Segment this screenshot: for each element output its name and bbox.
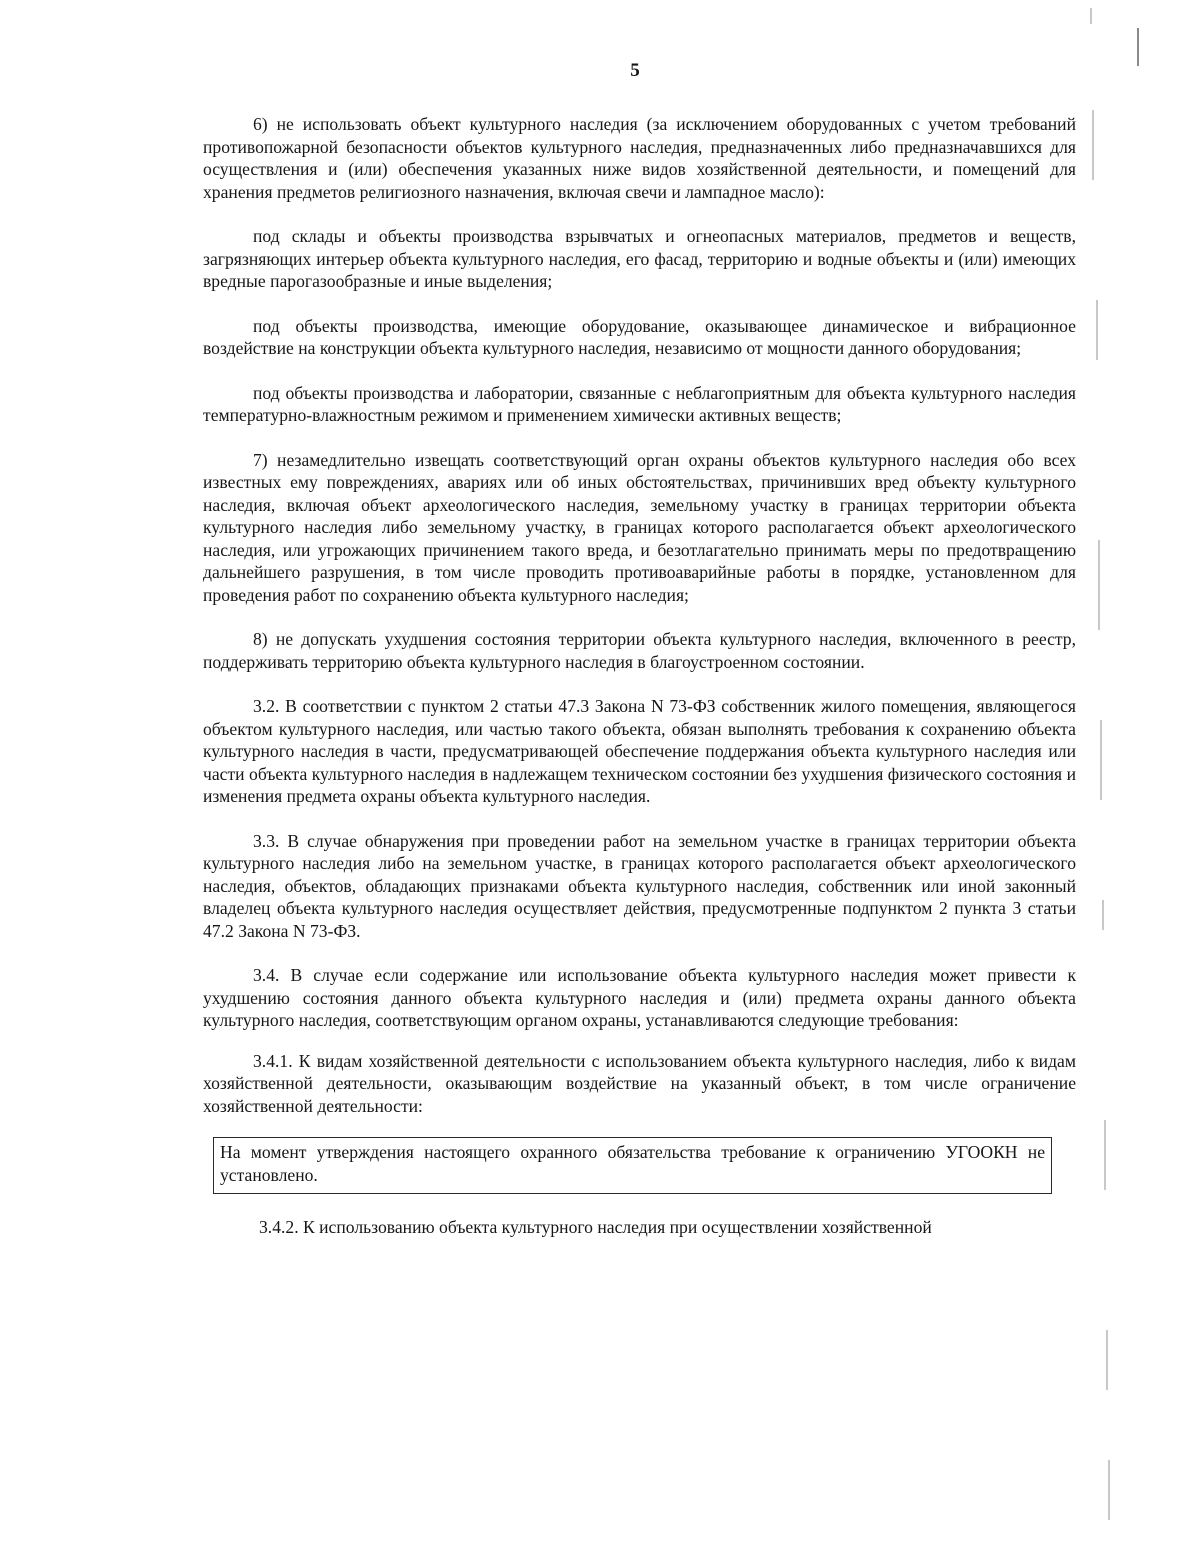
- paragraph-item-6: 6) не использовать объект культурного наследия (за исключением оборудованных с учетом требований противопожарной безопасности объектов культурного наследия, предназначенных либо предназначавшихся для осуществления и (или) обеспечения указанных ниже видов хозяйственной деятельности, и помещений для хранения предметов религиозного назначения, включая свечи и лампадное масло):: [203, 114, 1076, 202]
- scan-edge-mark: [1102, 900, 1104, 930]
- paragraph-3-4-1: 3.4.1. К видам хозяйственной деятельности с использованием объекта культурного наследия, либо к видам хозяйственной деятельности, оказывающим воздействие на указанный объект, в том числе ограничение хозяйственной деятельности:: [203, 1050, 1076, 1116]
- paragraph-vibration: под объекты производства, имеющие оборудование, оказывающее динамическое и вибрационное воздействие на конструкции объекта культурного наследия, независимо от мощности данного оборудования;: [203, 315, 1076, 358]
- scan-edge-mark: [1090, 8, 1092, 24]
- document-body: [203, 113, 1076, 1239]
- paragraph-3-4: 3.4. В случае если содержание или использование объекта культурного наследия может привести к ухудшению состояния данного объекта культурного наследия и (или) предмета охраны данного объекта культурного наследия, соответствующим органом охраны, устанавливаются следующие требования:: [203, 965, 1076, 1030]
- scan-edge-mark: [1106, 1330, 1108, 1390]
- scan-edge-mark: [1104, 1120, 1106, 1190]
- boxed-note: На момент утверждения настоящего охранного обязательства требование к ограничению УГООКН не установлено.: [213, 1137, 1052, 1194]
- paragraph-laboratories: под объекты производства и лаборатории, связанные с неблагоприятным для объекта культурного наследия температурно-влажностным режимом и применением химически активных веществ;: [203, 382, 1076, 425]
- page-number: 5: [630, 60, 640, 81]
- scan-edge-mark: [1092, 110, 1094, 180]
- paragraph-3-2: 3.2. В соответствии с пунктом 2 статьи 47.3 Закона N 73-ФЗ собственник жилого помещения, являющегося объектом культурного наследия, или частью такого объекта, обязан выполнять требования к сохранению объекта культурного наследия в части, предусматривающей обеспечение поддержания объекта культурного наследия или части объекта культурного наследия в надлежащем техническом состоянии без ухудшения физического состояния и изменения предмета охраны объекта культурного наследия.: [203, 696, 1076, 806]
- scan-edge-mark: [1108, 1460, 1110, 1520]
- paragraph-warehouses: под склады и объекты производства взрывчатых и огнеопасных материалов, предметов и веществ, загрязняющих интерьер объекта культурного наследия, его фасад, территорию и водные объекты и (или) имеющих вредные парогазообразные и иные выделения;: [203, 226, 1076, 291]
- paragraph-3-3: 3.3. В случае обнаружения при проведении работ на земельном участке в границах территории объекта культурного наследия либо на земельном участке, в границах которого располагается объект археологического наследия, объектов, обладающих признаками объекта культурного наследия, собственник или иной законный владелец объекта культурного наследия осуществляет действия, предусмотренные подпунктом 2 пункта 3 статьи 47.2 Закона N 73-ФЗ.: [203, 830, 1076, 941]
- paragraph-3-4-2: 3.4.2. К использованию объекта культурного наследия при осуществлении хозяйственной: [259, 1217, 932, 1237]
- scan-edge-mark: [1096, 300, 1098, 360]
- scan-edge-mark: [1098, 540, 1100, 630]
- paragraph-item-8: 8) не допускать ухудшения состояния территории объекта культурного наследия, включенного в реестр, поддерживать территорию объекта культурного наследия в благоустроенном состоянии.: [203, 629, 1076, 672]
- scan-edge-mark: [1100, 720, 1102, 800]
- paragraph-item-7: 7) незамедлительно извещать соответствующий орган охраны объектов культурного наследия обо всех известных ему повреждениях, авариях или об иных обстоятельствах, причинивших вред объекту культурного наследия, включая объект археологического наследия, земельному участку в границах территории объекта культурного наследия либо земельному участку, в границах которого располагается объект археологического наследия, или угрожающих причинением такого вреда, и безотлагательно принимать меры по предотвращению дальнейшего разрушения, в том числе проводить противоаварийные работы в порядке, установленном для проведения работ по сохранению объекта культурного наследия;: [203, 449, 1076, 605]
- scan-edge-mark: [1137, 28, 1139, 66]
